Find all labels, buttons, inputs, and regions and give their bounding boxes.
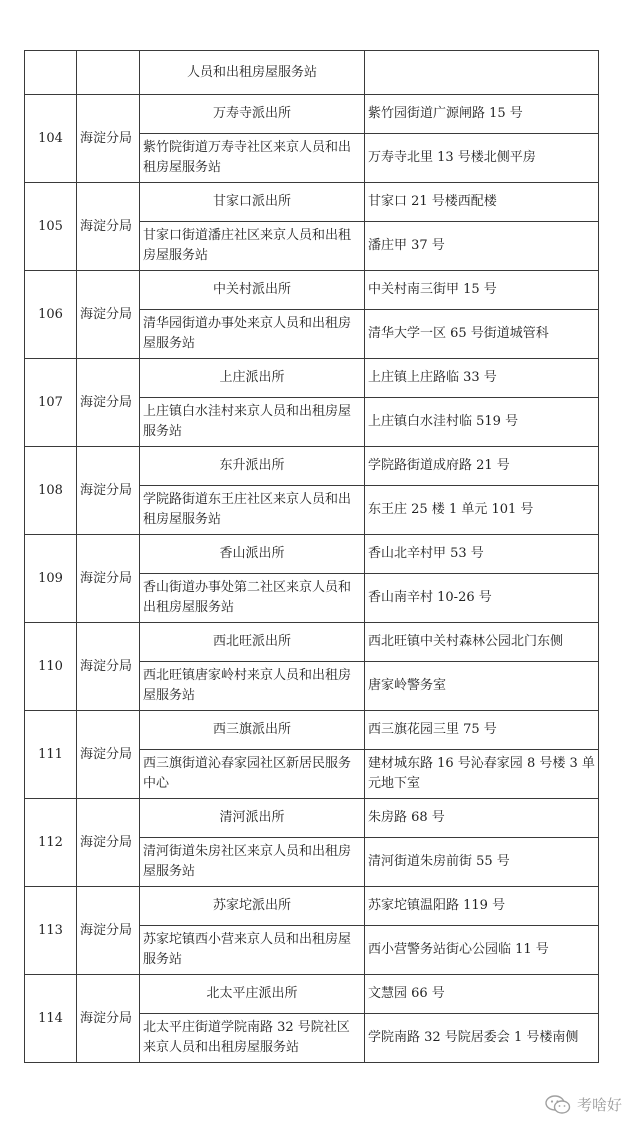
- service-station-cell: 清河街道朱房社区来京人员和出租房屋服务站: [140, 838, 365, 887]
- table-row: [25, 887, 599, 926]
- number-cell: 105: [25, 183, 77, 271]
- service-station-cell: 紫竹院街道万寿寺社区来京人员和出租房屋服务站: [140, 134, 365, 183]
- police-station-cell: 中关村派出所: [140, 271, 365, 310]
- number-cell: 113: [25, 887, 77, 975]
- service-station-cell: 学院路街道东王庄社区来京人员和出租房屋服务站: [140, 486, 365, 535]
- number-cell: 109: [25, 535, 77, 623]
- number-cell: 114: [25, 975, 77, 1063]
- address-cell: 万寿寺北里 13 号楼北侧平房: [365, 134, 599, 183]
- address-cell: 朱房路 68 号: [365, 799, 599, 838]
- police-station-cell: 北太平庄派出所: [140, 975, 365, 1014]
- address-cell: 清河街道朱房前街 55 号: [365, 838, 599, 887]
- service-station-cell: 清华园街道办事处来京人员和出租房屋服务站: [140, 310, 365, 359]
- police-station-cell: 万寿寺派出所: [140, 95, 365, 134]
- table-row: [25, 95, 599, 134]
- address-cell: 上庄镇白水洼村临 519 号: [365, 398, 599, 447]
- police-station-cell: 上庄派出所: [140, 359, 365, 398]
- watermark: [545, 1094, 622, 1115]
- table-row: [25, 975, 599, 1014]
- address-cell: 中关村南三街甲 15 号: [365, 271, 599, 310]
- table-row: [25, 183, 599, 222]
- station-table-body: [25, 51, 599, 1063]
- service-station-cell: 甘家口街道潘庄社区来京人员和出租房屋服务站: [140, 222, 365, 271]
- service-station-cell: 苏家坨镇西小营来京人员和出租房屋服务站: [140, 926, 365, 975]
- number-cell: 112: [25, 799, 77, 887]
- address-cell: 建材城东路 16 号沁春家园 8 号楼 3 单元地下室: [365, 750, 599, 799]
- branch-cell: 海淀分局: [77, 183, 140, 271]
- address-cell: 学院南路 32 号院居委会 1 号楼南侧: [365, 1014, 599, 1063]
- table-row: [25, 271, 599, 310]
- service-station-cell: 北太平庄街道学院南路 32 号院社区来京人员和出租房屋服务站: [140, 1014, 365, 1063]
- address-cell: 文慧园 66 号: [365, 975, 599, 1014]
- branch-cell: 海淀分局: [77, 799, 140, 887]
- branch-cell: 海淀分局: [77, 359, 140, 447]
- branch-cell: [77, 51, 140, 95]
- number-cell: 106: [25, 271, 77, 359]
- table-row-continued: [25, 51, 599, 95]
- police-station-cell: 清河派出所: [140, 799, 365, 838]
- branch-cell: 海淀分局: [77, 95, 140, 183]
- service-station-cell: 上庄镇白水洼村来京人员和出租房屋服务站: [140, 398, 365, 447]
- address-cell: 唐家岭警务室: [365, 662, 599, 711]
- police-station-cell: 甘家口派出所: [140, 183, 365, 222]
- table-row: [25, 711, 599, 750]
- address-cell: 苏家坨镇温阳路 119 号: [365, 887, 599, 926]
- service-station-cell: 西北旺镇唐家岭村来京人员和出租房屋服务站: [140, 662, 365, 711]
- table-row: [25, 623, 599, 662]
- number-cell: 111: [25, 711, 77, 799]
- address-cell: 西北旺镇中关村森林公园北门东侧: [365, 623, 599, 662]
- address-cell: 学院路街道成府路 21 号: [365, 447, 599, 486]
- table-row: [25, 799, 599, 838]
- address-cell: 潘庄甲 37 号: [365, 222, 599, 271]
- police-station-cell: 香山派出所: [140, 535, 365, 574]
- service-station-cell: 香山街道办事处第二社区来京人员和出租房屋服务站: [140, 574, 365, 623]
- address-cell: 甘家口 21 号楼西配楼: [365, 183, 599, 222]
- branch-cell: 海淀分局: [77, 975, 140, 1063]
- station-table: [24, 50, 599, 1063]
- police-station-cell: 西北旺派出所: [140, 623, 365, 662]
- police-station-cell: 西三旗派出所: [140, 711, 365, 750]
- address-cell: 西三旗花园三里 75 号: [365, 711, 599, 750]
- address-cell: 香山南辛村 10-26 号: [365, 574, 599, 623]
- address-cell: 香山北辛村甲 53 号: [365, 535, 599, 574]
- table-row: [25, 447, 599, 486]
- branch-cell: 海淀分局: [77, 623, 140, 711]
- number-cell: 110: [25, 623, 77, 711]
- address-cell: 东王庄 25 楼 1 单元 101 号: [365, 486, 599, 535]
- number-cell: 104: [25, 95, 77, 183]
- watermark-text: 考啥好: [576, 1096, 622, 1114]
- number-cell: [25, 51, 77, 95]
- branch-cell: 海淀分局: [77, 887, 140, 975]
- branch-cell: 海淀分局: [77, 711, 140, 799]
- police-station-cell: 东升派出所: [140, 447, 365, 486]
- address-cell: 上庄镇上庄路临 33 号: [365, 359, 599, 398]
- address-cell: 西小营警务站街心公园临 11 号: [365, 926, 599, 975]
- table-row: [25, 359, 599, 398]
- branch-cell: 海淀分局: [77, 447, 140, 535]
- address-cell: [365, 51, 599, 95]
- number-cell: 107: [25, 359, 77, 447]
- address-cell: 紫竹园街道广源闸路 15 号: [365, 95, 599, 134]
- station-cell: 人员和出租房屋服务站: [140, 51, 365, 95]
- table-row: [25, 535, 599, 574]
- service-station-cell: 西三旗街道沁春家园社区新居民服务中心: [140, 750, 365, 799]
- wechat-icon: [545, 1095, 571, 1115]
- branch-cell: 海淀分局: [77, 535, 140, 623]
- address-cell: 清华大学一区 65 号街道城管科: [365, 310, 599, 359]
- number-cell: 108: [25, 447, 77, 535]
- branch-cell: 海淀分局: [77, 271, 140, 359]
- police-station-cell: 苏家坨派出所: [140, 887, 365, 926]
